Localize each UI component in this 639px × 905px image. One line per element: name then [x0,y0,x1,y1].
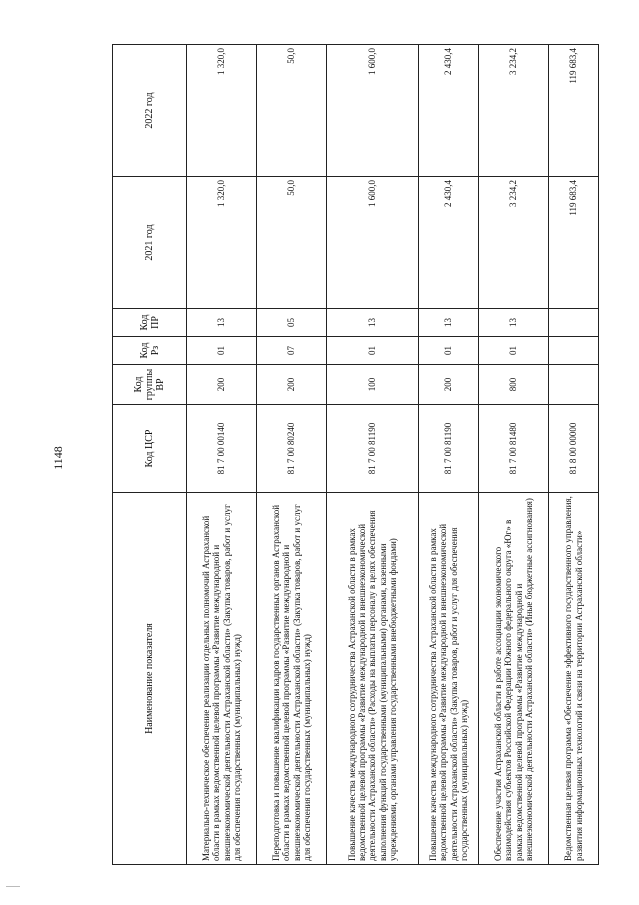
table-header-row [113,45,187,865]
row-csr: 81 7 00 81480 [479,405,549,493]
row-pr [549,309,599,337]
header-csr: Код ЦСР [113,405,187,493]
row-vr [549,365,599,405]
header-vr: Код группы ВР [113,365,187,405]
header-pr: Код ПР [113,309,187,337]
row-pr: 13 [327,309,419,337]
scan-artifact [6,886,20,887]
row-2021: 1 320,0 [187,177,257,309]
table-row [419,45,479,865]
row-name: Обеспечение участия Астраханской области в работе ассоциации экономического взаимодействия субъектов Российской Федерации Южного федерального округа «Юг» в рамках ведомственной целевой программы «Развитие международной и внешнеэкономической деятельности Астраханской области» (Иные бюджетные ассигнования) [479,493,549,865]
row-rz: 01 [479,337,549,365]
row-vr: 200 [419,365,479,405]
row-pr: 13 [419,309,479,337]
row-vr: 200 [187,365,257,405]
table-row [549,45,599,865]
row-name: Повышение качества международного сотрудничества Астраханской области в рамках ведомственной целевой программы «Развитие международной и внешнеэкономической деятельности Астраханской области» (Расходы на выплаты персоналу в целях обеспечения выполнения функций государственными (муниципальными) органами, казенными учреждениями, органами управления государственными внебюджетными фондами) [327,493,419,865]
rotated-table-wrapper [112,45,618,865]
row-csr: 81 7 00 81190 [419,405,479,493]
row-rz [549,337,599,365]
row-name: Материально-техническое обеспечение реализации отдельных полномочий Астраханской области в рамках ведомственной целевой программы «Развитие международной и внешнеэкономической деятельности Астраханской области» (Закупка товаров, работ и услуг для обеспечения государственных (муниципальных) нужд) [187,493,257,865]
header-rz: Код Рз [113,337,187,365]
row-csr: 81 7 00 00140 [187,405,257,493]
row-name: Повышение качества международного сотрудничества Астраханской области в рамках ведомственной целевой программы «Развитие международной и внешнеэкономической деятельности Астраханской области» (Закупка товаров, работ и услуг для обеспечения государственных (муниципальных) нужд) [419,493,479,865]
table-row [327,45,419,865]
row-2022: 1 320,0 [187,45,257,177]
row-rz: 01 [327,337,419,365]
row-2021: 50,0 [257,177,327,309]
row-2021: 2 430,4 [419,177,479,309]
table-row [257,45,327,865]
row-csr: 81 7 00 80240 [257,405,327,493]
row-2021: 3 234,2 [479,177,549,309]
row-csr: 81 7 00 81190 [327,405,419,493]
row-name: Ведомственная целевая программа «Обеспечение эффективного государственного управления, развития информационных технологий и связи на территории Астраханской области» [549,493,599,865]
row-2022: 119 683,4 [549,45,599,177]
table-row [187,45,257,865]
row-2022: 1 600,0 [327,45,419,177]
row-name: Переподготовка и повышение квалификации кадров государственных органов Астраханской области в рамках ведомственной целевой программы «Развитие международной и внешнеэкономической деятельности Астраханской области» (Закупка товаров, работ и услуг для обеспечения государственных (муниципальных) нужд) [257,493,327,865]
header-2021: 2021 год [113,177,187,309]
row-2021: 1 600,0 [327,177,419,309]
budget-table [112,44,599,865]
row-vr: 100 [327,365,419,405]
header-2022: 2022 год [113,45,187,177]
page-number: 1148 [51,446,65,470]
row-vr: 200 [257,365,327,405]
row-2022: 50,0 [257,45,327,177]
row-2022: 3 234,2 [479,45,549,177]
row-rz: 07 [257,337,327,365]
row-rz: 01 [187,337,257,365]
row-vr: 800 [479,365,549,405]
header-name: Наименование показателя [113,493,187,865]
row-pr: 05 [257,309,327,337]
row-2021: 119 683,4 [549,177,599,309]
row-csr: 81 8 00 00000 [549,405,599,493]
row-pr: 13 [479,309,549,337]
row-pr: 13 [187,309,257,337]
table-row [479,45,549,865]
row-rz: 01 [419,337,479,365]
row-2022: 2 430,4 [419,45,479,177]
